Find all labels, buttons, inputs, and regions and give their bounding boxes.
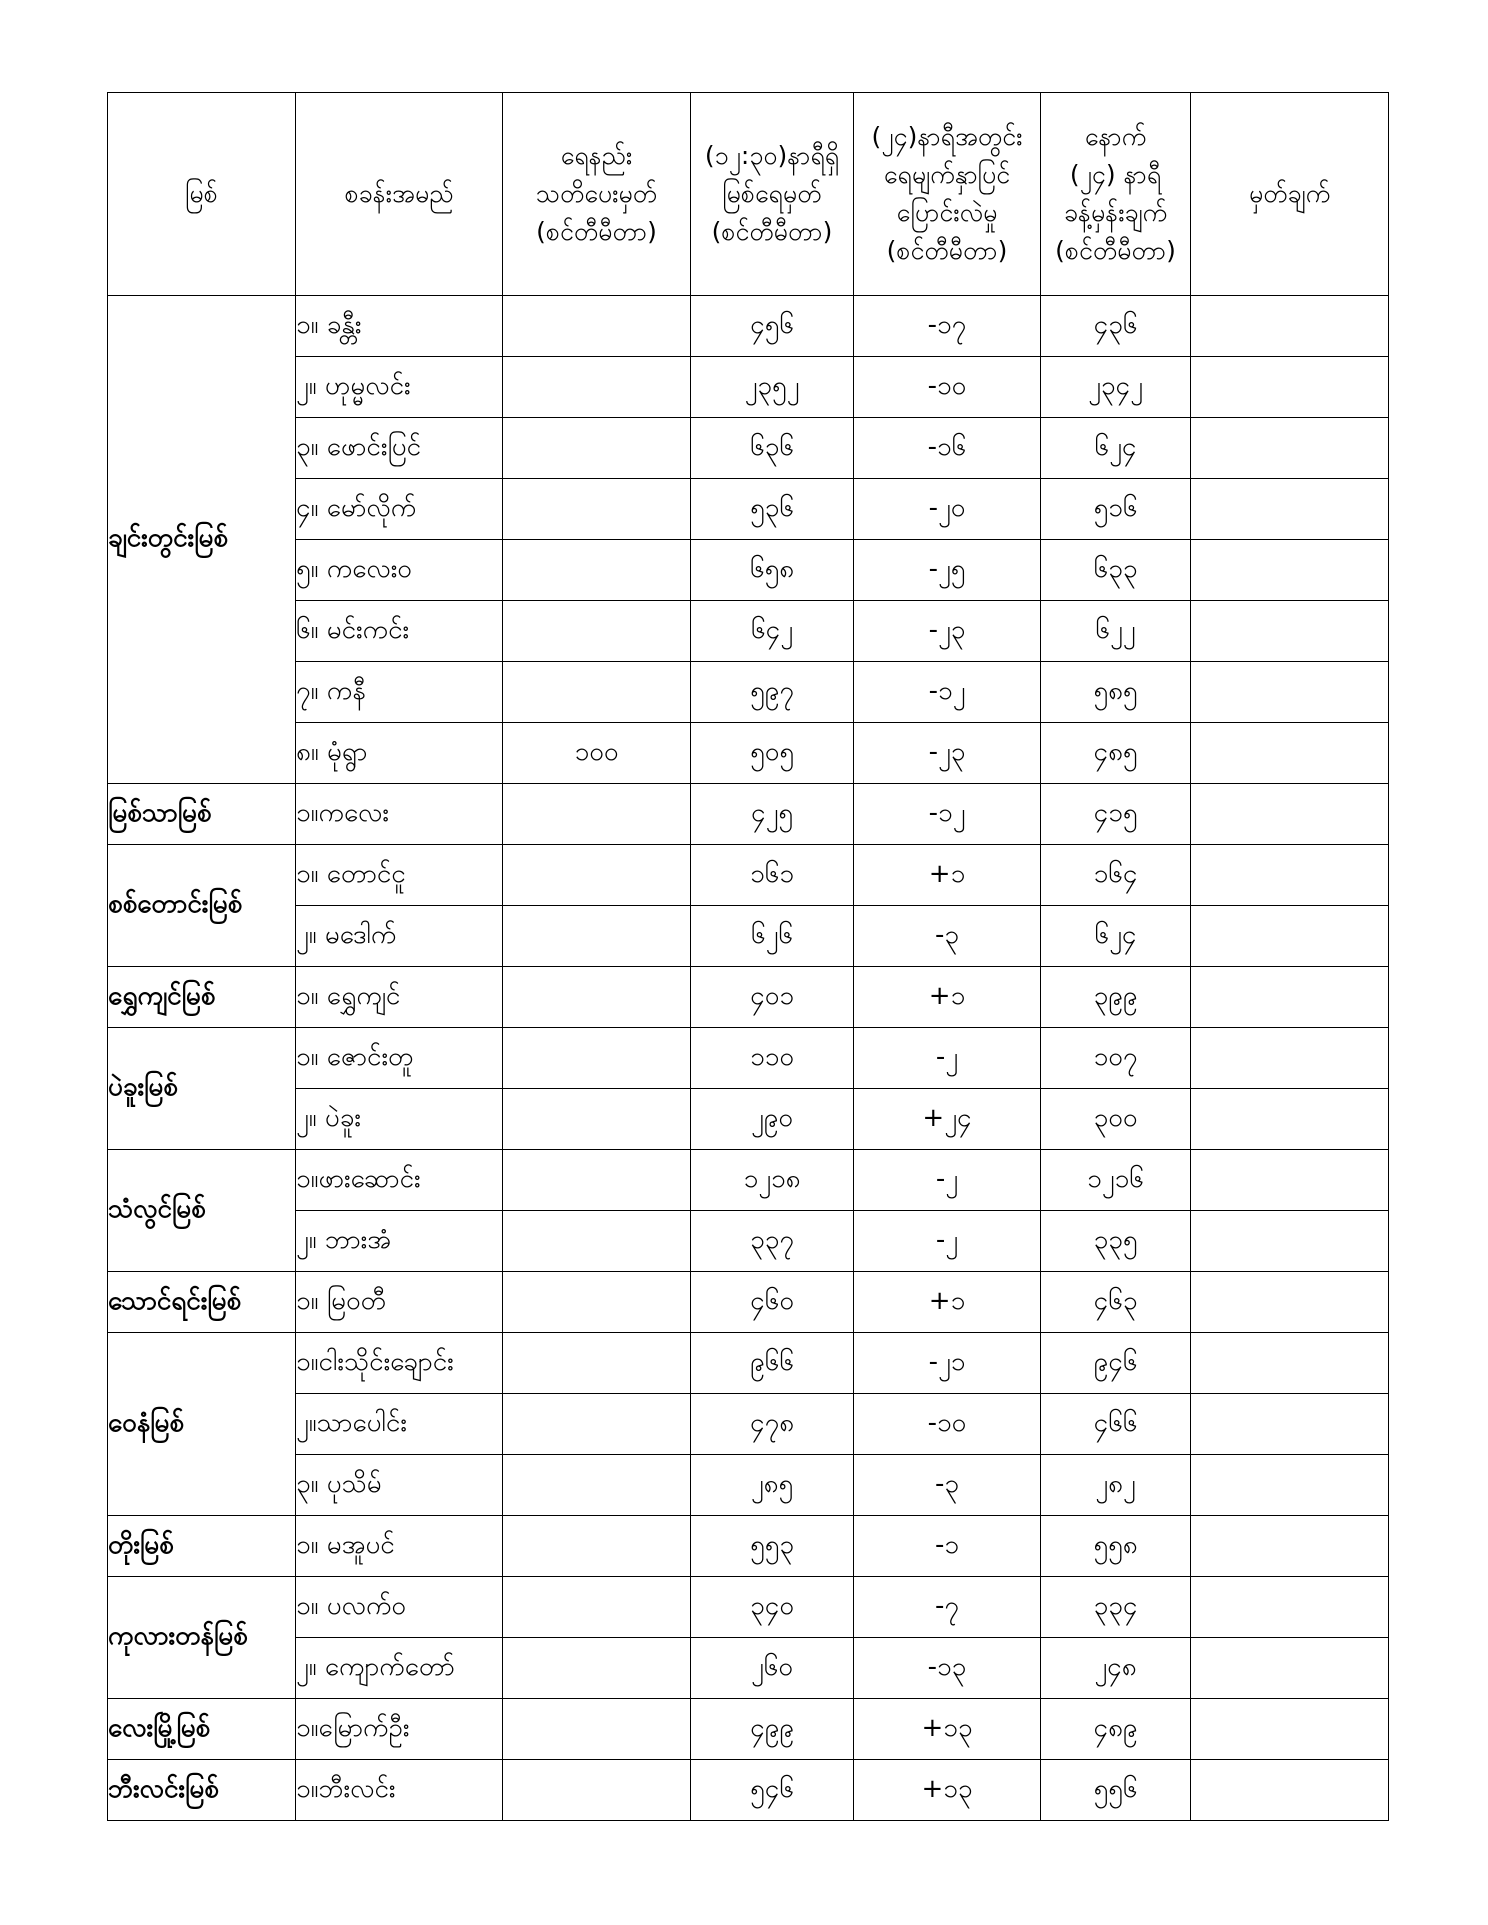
river-name: ချင်းတွင်းမြစ် [108,296,296,784]
remark-cell [1191,1150,1389,1211]
forecast-level: ၅၈၅ [1041,662,1191,723]
remark-cell [1191,1394,1389,1455]
water-level: ၄၅၆ [691,296,854,357]
header-change: (၂၄)နာရီအတွင်း ရေမျက်နှာပြင် ပြောင်းလဲမှု (စင်တီမီတာ) [854,93,1041,296]
danger-level [503,1638,691,1699]
river-name: လေးမြို့မြစ် [108,1699,296,1760]
table-row [108,1455,1389,1516]
forecast-level: ၉၄၆ [1041,1333,1191,1394]
danger-level [503,601,691,662]
danger-level [503,1089,691,1150]
forecast-level: ၄၆၃ [1041,1272,1191,1333]
remark-cell [1191,784,1389,845]
danger-level [503,1394,691,1455]
river-name: ရွှေကျင်မြစ် [108,967,296,1028]
header-remark: မှတ်ချက် [1191,93,1389,296]
level-change: -၁၂ [854,784,1041,845]
level-change: +၁ [854,845,1041,906]
remark-cell [1191,1577,1389,1638]
forecast-level: ၅၅၆ [1041,1760,1191,1821]
station-name: ၁။ ရွှေကျင် [296,967,503,1028]
remark-cell [1191,479,1389,540]
river-name: သောင်ရင်းမြစ် [108,1272,296,1333]
table-row [108,1577,1389,1638]
level-change: -၁၆ [854,418,1041,479]
level-change: -၂၀ [854,479,1041,540]
forecast-level: ၃၀၀ [1041,1089,1191,1150]
remark-cell [1191,418,1389,479]
water-level: ၆၂၆ [691,906,854,967]
danger-level [503,1211,691,1272]
table-row [108,1211,1389,1272]
table-row [108,601,1389,662]
danger-level [503,1333,691,1394]
water-level: ၅၃၆ [691,479,854,540]
forecast-level: ၃၃၅ [1041,1211,1191,1272]
danger-level [503,540,691,601]
danger-level [503,662,691,723]
remark-cell [1191,662,1389,723]
level-change: +၁ [854,967,1041,1028]
level-change: -၁၂ [854,662,1041,723]
table-row [108,296,1389,357]
forecast-level: ၅၁၆ [1041,479,1191,540]
remark-cell [1191,1516,1389,1577]
table-row [108,357,1389,418]
water-level: ၉၆၆ [691,1333,854,1394]
forecast-level: ၁၆၄ [1041,845,1191,906]
forecast-level: ၂၈၂ [1041,1455,1191,1516]
station-name: ၁။ ပလက်ဝ [296,1577,503,1638]
water-level: ၆၅၈ [691,540,854,601]
remark-cell [1191,906,1389,967]
header-level: (၁၂:၃၀)နာရီရှိ မြစ်ရေမှတ် (စင်တီမီတာ) [691,93,854,296]
station-name: ၁။ တောင်ငူ [296,845,503,906]
danger-level [503,1272,691,1333]
river-name: တိုးမြစ် [108,1516,296,1577]
remark-cell [1191,1455,1389,1516]
level-change: -၁၀ [854,1394,1041,1455]
remark-cell [1191,601,1389,662]
table-row [108,1333,1389,1394]
water-level: ၄၀၁ [691,967,854,1028]
forecast-level: ၄၆၆ [1041,1394,1191,1455]
level-change: -၁၀ [854,357,1041,418]
table-row [108,1272,1389,1333]
station-name: ၄။ မော်လိုက် [296,479,503,540]
danger-level [503,1028,691,1089]
danger-level [503,1455,691,1516]
danger-level [503,479,691,540]
level-change: -၂၁ [854,1333,1041,1394]
station-name: ၂။ မဒေါက် [296,906,503,967]
water-level: ၃၄၀ [691,1577,854,1638]
water-level: ၁၂၁၈ [691,1150,854,1211]
level-change: -၁ [854,1516,1041,1577]
station-name: ၁။ မအူပင် [296,1516,503,1577]
station-name: ၁။ မြဝတီ [296,1272,503,1333]
station-name: ၁။ကလေး [296,784,503,845]
water-level: ၁၁၀ [691,1028,854,1089]
river-name: ဘီးလင်းမြစ် [108,1760,296,1821]
table-row [108,1089,1389,1150]
station-name: ၂။ ဘားအံ [296,1211,503,1272]
water-level: ၆၃၆ [691,418,854,479]
river-level-table [107,92,1389,1821]
danger-level [503,845,691,906]
forecast-level: ၄၁၅ [1041,784,1191,845]
station-name: ၂။ ပဲခူး [296,1089,503,1150]
level-change: -၂ [854,1150,1041,1211]
water-level: ၅၅၃ [691,1516,854,1577]
water-level: ၅၉၇ [691,662,854,723]
header-forecast: နောက် (၂၄) နာရီ ခန့်မှန်းချက် (စင်တီမီတာ) [1041,93,1191,296]
river-name: မြစ်သာမြစ် [108,784,296,845]
table-row [108,418,1389,479]
header-row [108,93,1389,296]
remark-cell [1191,1211,1389,1272]
danger-level [503,1516,691,1577]
forecast-level: ၁၀၇ [1041,1028,1191,1089]
station-name: ၁။မြောက်ဦး [296,1699,503,1760]
water-level: ၆၄၂ [691,601,854,662]
level-change: -၃ [854,906,1041,967]
table-row [108,723,1389,784]
table-row [108,662,1389,723]
danger-level [503,1760,691,1821]
forecast-level: ၆၃၃ [1041,540,1191,601]
level-change: -၂ [854,1028,1041,1089]
remark-cell [1191,1638,1389,1699]
forecast-level: ၂၄၈ [1041,1638,1191,1699]
level-change: +၁၃ [854,1760,1041,1821]
forecast-level: ၃၉၉ [1041,967,1191,1028]
table-row [108,1760,1389,1821]
level-change: -၂၅ [854,540,1041,601]
station-name: ၃။ ဖောင်းပြင် [296,418,503,479]
level-change: +၁၃ [854,1699,1041,1760]
station-name: ၁။ဘီးလင်း [296,1760,503,1821]
water-level: ၄၇၈ [691,1394,854,1455]
remark-cell [1191,967,1389,1028]
level-change: -၇ [854,1577,1041,1638]
danger-level: ၁၀၀ [503,723,691,784]
danger-level [503,1577,691,1638]
river-name: စစ်တောင်းမြစ် [108,845,296,967]
water-level: ၄၆၀ [691,1272,854,1333]
forecast-level: ၃၃၄ [1041,1577,1191,1638]
forecast-level: ၂၃၄၂ [1041,357,1191,418]
table-row [108,1516,1389,1577]
station-name: ၁။ ခန္တီး [296,296,503,357]
danger-level [503,967,691,1028]
header-danger: ရေနည်း သတိပေးမှတ် (စင်တီမီတာ) [503,93,691,296]
river-name: ဝေနံမြစ် [108,1333,296,1516]
forecast-level: ၆၂၄ [1041,906,1191,967]
danger-level [503,1150,691,1211]
station-name: ၅။ ကလေးဝ [296,540,503,601]
water-level: ၅၄၆ [691,1760,854,1821]
station-name: ၃။ ပုသိမ် [296,1455,503,1516]
remark-cell [1191,1333,1389,1394]
station-name: ၂။ ကျောက်တော် [296,1638,503,1699]
remark-cell [1191,1272,1389,1333]
water-level: ၂၈၅ [691,1455,854,1516]
station-name: ၈။ မုံရွာ [296,723,503,784]
table-row [108,479,1389,540]
river-name: ပဲခူးမြစ် [108,1028,296,1150]
level-change: -၁၃ [854,1638,1041,1699]
level-change: -၁၇ [854,296,1041,357]
remark-cell [1191,1699,1389,1760]
remark-cell [1191,1028,1389,1089]
water-level: ၂၃၅၂ [691,357,854,418]
river-name: ကုလားတန်မြစ် [108,1577,296,1699]
level-change: -၃ [854,1455,1041,1516]
table-row [108,1699,1389,1760]
table-row [108,1394,1389,1455]
water-level: ၁၆၁ [691,845,854,906]
station-name: ၇။ ကနီ [296,662,503,723]
water-level: ၂၉၀ [691,1089,854,1150]
danger-level [503,906,691,967]
table-row [108,906,1389,967]
water-level: ၂၆၀ [691,1638,854,1699]
water-level: ၄၉၉ [691,1699,854,1760]
table-row [108,845,1389,906]
danger-level [503,296,691,357]
table-row [108,967,1389,1028]
water-level: ၄၂၅ [691,784,854,845]
table-row [108,1028,1389,1089]
table-body [108,296,1389,1821]
danger-level [503,418,691,479]
river-name: သံလွင်မြစ် [108,1150,296,1272]
remark-cell [1191,1089,1389,1150]
forecast-level: ၆၂၂ [1041,601,1191,662]
forecast-level: ၄၈၉ [1041,1699,1191,1760]
remark-cell [1191,357,1389,418]
remark-cell [1191,723,1389,784]
station-name: ၁။ငါးသိုင်းချောင်း [296,1333,503,1394]
water-level: ၅၀၅ [691,723,854,784]
station-name: ၁။ဖားဆောင်း [296,1150,503,1211]
remark-cell [1191,540,1389,601]
station-name: ၆။ မင်းကင်း [296,601,503,662]
danger-level [503,784,691,845]
station-name: ၂။သာပေါင်း [296,1394,503,1455]
level-change: +၁ [854,1272,1041,1333]
table-row [108,1638,1389,1699]
water-level: ၃၃၇ [691,1211,854,1272]
remark-cell [1191,296,1389,357]
level-change: -၂၃ [854,723,1041,784]
station-name: ၂။ ဟုမ္မလင်း [296,357,503,418]
remark-cell [1191,1760,1389,1821]
table-row [108,784,1389,845]
remark-cell [1191,845,1389,906]
table-row [108,1150,1389,1211]
danger-level [503,1699,691,1760]
station-name: ၁။ ဇောင်းတူ [296,1028,503,1089]
forecast-level: ၅၅၈ [1041,1516,1191,1577]
forecast-level: ၁၂၁၆ [1041,1150,1191,1211]
danger-level [503,357,691,418]
table-row [108,540,1389,601]
level-change: -၂ [854,1211,1041,1272]
forecast-level: ၆၂၄ [1041,418,1191,479]
header-river: မြစ် [108,93,296,296]
forecast-level: ၄၈၅ [1041,723,1191,784]
level-change: -၂၃ [854,601,1041,662]
level-change: +၂၄ [854,1089,1041,1150]
forecast-level: ၄၃၆ [1041,296,1191,357]
header-station: စခန်းအမည် [296,93,503,296]
